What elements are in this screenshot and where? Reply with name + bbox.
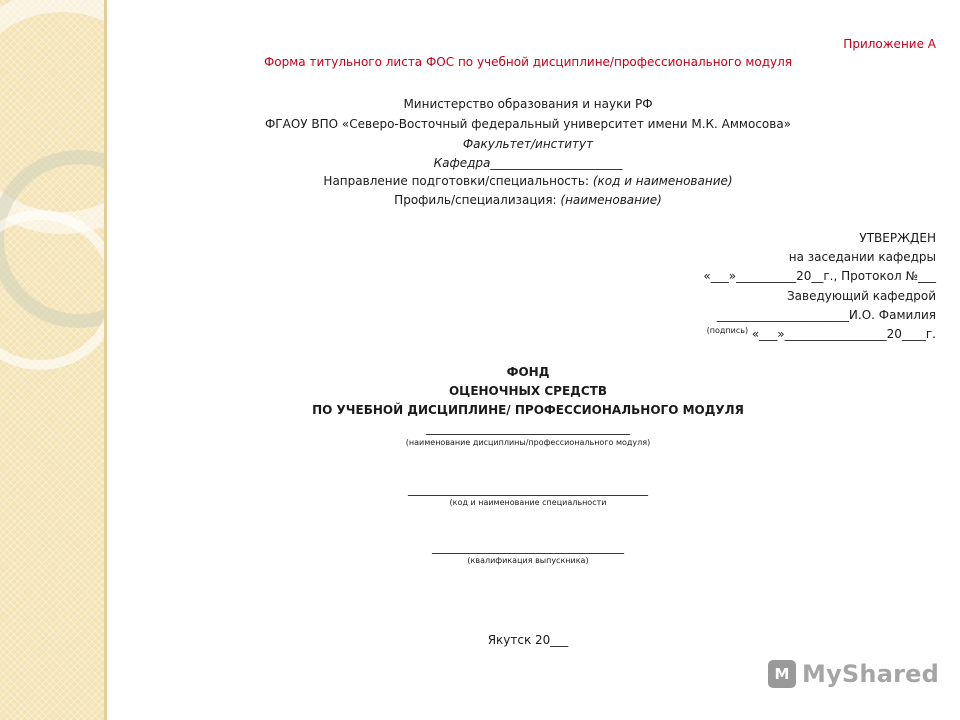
- qualification-blank: ________________________________: [432, 540, 624, 554]
- approval-heading: УТВЕРЖДЕН: [859, 231, 936, 245]
- signature-date: «___»_________________20____г.: [751, 327, 936, 341]
- faculty-line: Факультет/институт: [462, 137, 594, 151]
- profile-line: [120, 192, 936, 208]
- profile-prefix: Профиль/специализация:: [394, 193, 561, 207]
- fund-title-line1: ФОНД: [506, 365, 550, 379]
- appendix-label: Приложение А: [843, 37, 936, 51]
- fund-title-line2: ОЦЕНОЧНЫХ СРЕДСТВ: [448, 384, 607, 398]
- fund-title-line3: ПО УЧЕБНОЙ ДИСЦИПЛИНЕ/ ПРОФЕССИОНАЛЬНОГО МОДУЛЯ: [312, 403, 744, 417]
- sidebar-divider: [104, 0, 107, 720]
- direction-hint: (код и наименование): [592, 174, 733, 188]
- signature-hint: (подпись): [706, 326, 749, 335]
- department-line: Кафедра______________________: [433, 156, 623, 170]
- head-signature-line: ______________________И.О. Фамилия: [716, 308, 936, 322]
- signature-date-line: [120, 326, 936, 342]
- ministry-line: Министерство образования и науки РФ: [403, 97, 653, 111]
- approval-date-protocol: «___»__________20__г., Протокол №___: [703, 269, 936, 283]
- university-line: ФГАОУ ВПО «Северо-Восточный федеральный университет имени М.К. Аммосова»: [264, 117, 792, 131]
- myshared-watermark: [768, 656, 939, 692]
- specialty-hint: (код и наименование специальности: [449, 498, 607, 507]
- specialty-blank: ________________________________________: [408, 482, 648, 496]
- myshared-logo-icon: M: [768, 660, 796, 688]
- direction-line: [120, 173, 936, 189]
- head-of-department: Заведующий кафедрой: [786, 289, 936, 303]
- form-title: Форма титульного листа ФОС по учебной дисциплине/профессионального модуля: [263, 55, 793, 69]
- discipline-blank: __________________________________: [426, 421, 630, 435]
- city-year: Якутск 20___: [487, 633, 569, 647]
- decorative-ring: [0, 210, 106, 370]
- decorative-sidebar: [0, 0, 106, 720]
- qualification-hint: (квалификация выпускника): [467, 556, 589, 565]
- discipline-hint: (наименование дисциплины/профессионального модуля): [405, 438, 651, 447]
- direction-prefix: Направление подготовки/специальность:: [323, 174, 593, 188]
- profile-hint: (наименование): [560, 193, 662, 207]
- approval-meeting: на заседании кафедры: [788, 250, 936, 264]
- myshared-logo-text: MyShared: [802, 660, 939, 688]
